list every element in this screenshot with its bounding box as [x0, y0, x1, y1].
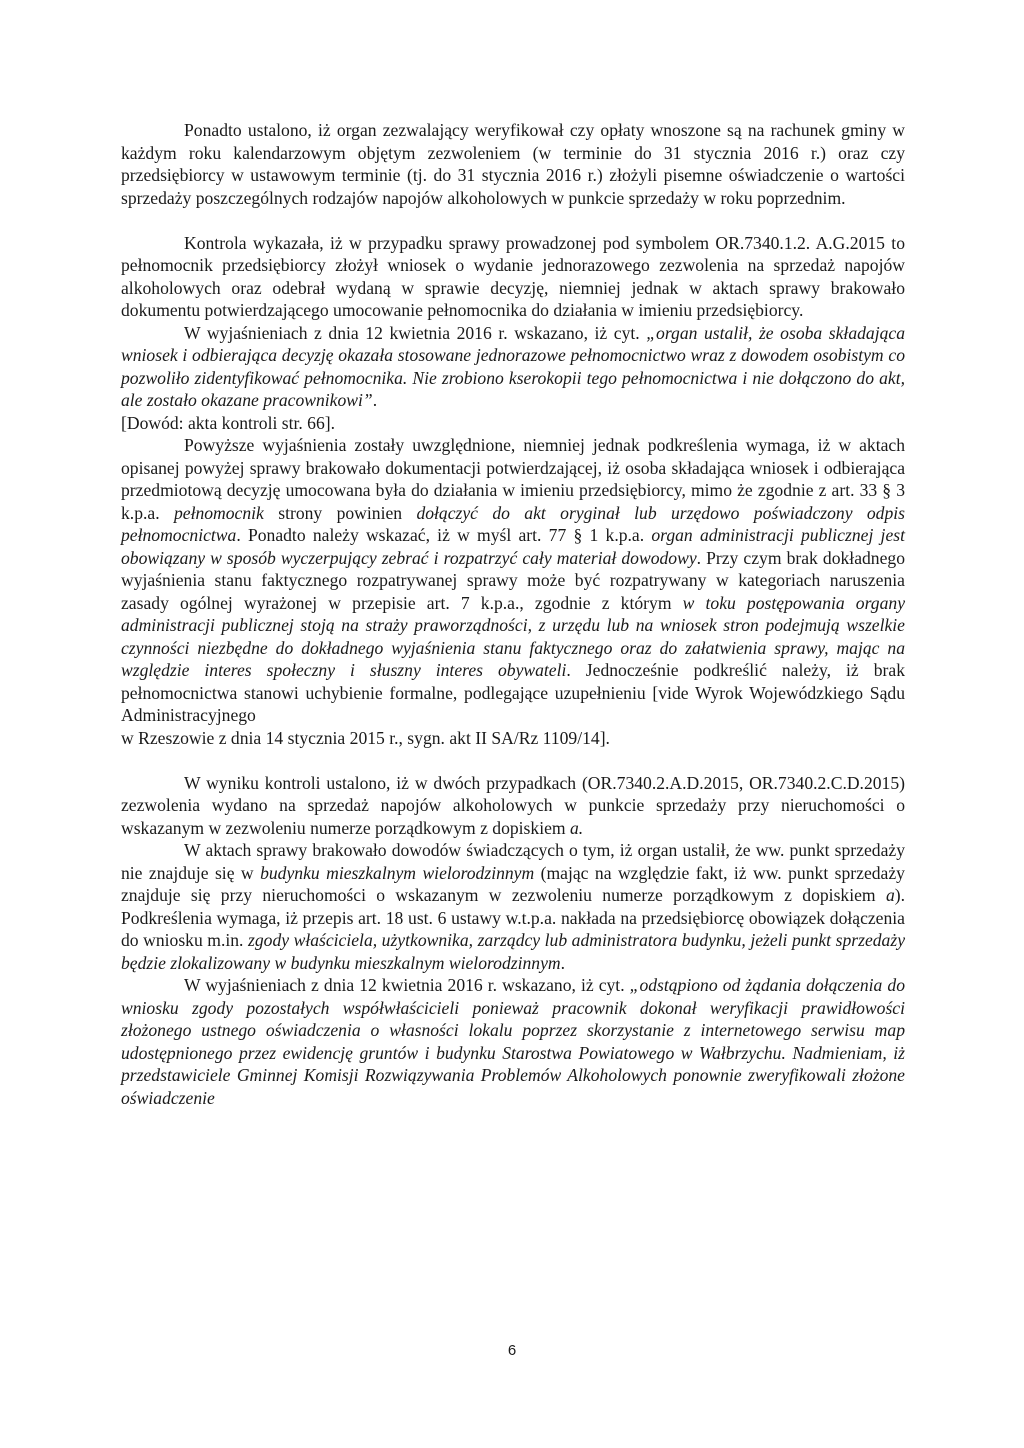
- text-run: . Ponadto należy wskazać, iż w myśl art. 77 § 1 k.p.a.: [236, 525, 652, 545]
- text-run: W aktach sprawy brakowało dowodów świadczących o tym, iż organ ustalił, że ww. punkt sprzedaży nie znajduje się w: [121, 840, 905, 883]
- legal-citation-italic: zgody właściciela, użytkownika, zarządcy lub administratora budynku, jeżeli punkt sprzedaży będzie zlokalizowany w budynku mieszkalnym wielorodzinnym: [121, 930, 905, 973]
- text-run: . Przy czym brak dokładnego wyjaśnienia stanu faktycznego rozpatrywanej sprawy może być rozpatrywany w kategoriach naruszenia zasady ogólnej wyrażonej w przepisie art. 7 k.p.a., zgodnie z którym: [121, 547, 906, 613]
- legal-citation-italic: pełnomocnik: [173, 502, 264, 523]
- paragraph-court-reference: w Rzeszowie z dnia 14 stycznia 2015 r., sygn. akt II SA/Rz 1109/14].: [121, 727, 610, 748]
- text-run: ). Podkreślenia wymaga, iż przepis art. 18 ust. 6 ustawy w.t.p.a. nakłada na przedsiębiorcę obowiązek dołączenia do wniosku m.in.: [121, 885, 905, 950]
- text-run: W wyjaśnieniach z dnia 12 kwietnia 2016 r. wskazano, iż cyt.: [184, 975, 630, 995]
- legal-citation-italic: w toku postępowania organy administracji publicznej stoją na straży praworządności, z urzędu lub na wniosek stron podejmują wszelkie czynności niezbędne do dokładnego wyjaśnienia stanu faktycznego oraz do załatwienia sprawy, mając na względzie interes społeczny i słuszny interes obywateli: [121, 592, 905, 680]
- text-run: .: [372, 390, 378, 410]
- text-run: strony powinien: [263, 502, 417, 523]
- paragraph-evidence: [Dowód: akta kontroli str. 66].: [121, 412, 336, 433]
- text-run: . Jednocześnie podkreślić należy, iż brak pełnomocnictwa stanowi uchybienie formalne, podlegające uzupełnieniu [vide Wyrok Wojewódzkiego Sądu Administracyjnego: [121, 660, 905, 725]
- italic-text: budynku mieszkalnym wielorodzinnym: [260, 862, 535, 883]
- quote-italic: „odstąpiono od żądania dołączenia do wniosku zgody pozostałych współwłaścicieli ponieważ pracownik dokonał weryfikacji prawidłowości złożonego ustnego oświadczenia o własności lokalu poprzez skorzystanie z internetowego serwisu map udostępnionego przez ewidencję gruntów i budynku Starostwa Powiatowego w Wałbrzychu. Nadmieniam, iż przedstawiciele Gminnej Komisji Rozwiązywania Problemów Alkoholowych ponownie zweryfikowali złożone oświadczenie: [121, 975, 905, 1108]
- text-run: W wyjaśnieniach z dnia 12 kwietnia 2016 r. wskazano, iż cyt.: [184, 322, 647, 343]
- text-run: .: [560, 952, 566, 973]
- legal-citation-italic: organ administracji publicznej jest obowiązany w sposób wyczerpujący zebrać i rozpatrzyć cały materiał dowodowy: [121, 525, 905, 568]
- paragraph-control-result: Kontrola wykazała, iż w przypadku sprawy prowadzonej pod symbolem OR.7340.1.2. A.G.2015 to pełnomocnik przedsiębiorcy złożył wniosek o wydanie jednorazowego zezwolenia na sprzedaż napojów alkoholowych oraz odebrał wydaną w sprawie decyzję, niemniej jednak w aktach sprawy brakowało dokumentu potwierdzającego umocowanie pełnomocnika do działania w imieniu przedsiębiorcy.: [121, 232, 905, 320]
- legal-citation-italic: dołączyć do akt oryginał lub urzędowo poświadczony odpis pełnomocnictwa: [121, 502, 905, 545]
- italic-text: a.: [569, 817, 584, 838]
- paragraph-permits: [121, 772, 905, 840]
- quote-italic: „organ ustalił, że osoba składająca wniosek i odbierająca decyzję okazała stosowane jednorazowe pełnomocnictwo wraz z dowodem osobistym co pozwoliło zidentyfikować pełnomocnika. Nie zrobiono kserokopii tego pełnomocnictwa i nie dołączono do akt, ale zostało okazane pracownikowi”: [121, 322, 905, 410]
- paragraph-explanation-2: [121, 974, 905, 1109]
- text-run: (mając na względzie fakt, iż ww. punkt sprzedaży znajduje się przy nieruchomości o wskazanym w zezwoleniu numerze porządkowym z dopiskiem: [121, 862, 905, 905]
- page-number: 6: [507, 1342, 517, 1359]
- italic-text: a: [885, 885, 895, 905]
- text-run: W wyniku kontroli ustalono, iż w dwóch przypadkach (OR.7340.2.A.D.2015, OR.7340.2.C.D.2015) zezwolenia wydano na sprzedaż napojów alkoholowych w punkcie sprzedaży przy nieruchomości o wskazanym w zezwoleniu numerze porządkowym z dopiskiem: [121, 772, 905, 838]
- paragraph-legal-analysis: [121, 434, 905, 727]
- paragraph-verification: Ponadto ustalono, iż organ zezwalający weryfikował czy opłaty wnoszone są na rachunek gminy w każdym roku kalendarzowym objętym zezwoleniem (w terminie do 31 stycznia 2016 r.) oraz czy przedsiębiorcy w ustawowym terminie (tj. do 31 stycznia 2016 r.) złożyli pisemne oświadczenie o wartości sprzedaży poszczególnych rodzajów napojów alkoholowych w punkcie sprzedaży w roku poprzednim.: [121, 120, 905, 208]
- text-run: Powyższe wyjaśnienia zostały uwzględnione, niemniej jednak podkreślenia wymaga, iż w aktach opisanej powyżej sprawy brakowało dokumentacji potwierdzającej, iż osoba składająca wniosek i odbierająca przedmiotową decyzję umocowana była do działania w imieniu przedsiębiorcy, mimo że zgodnie z art. 33 § 3 k.p.a.: [121, 435, 905, 523]
- document-page: [121, 119, 905, 1109]
- paragraph-explanation-1: [121, 322, 905, 412]
- paragraph-missing-evidence: [121, 839, 905, 974]
